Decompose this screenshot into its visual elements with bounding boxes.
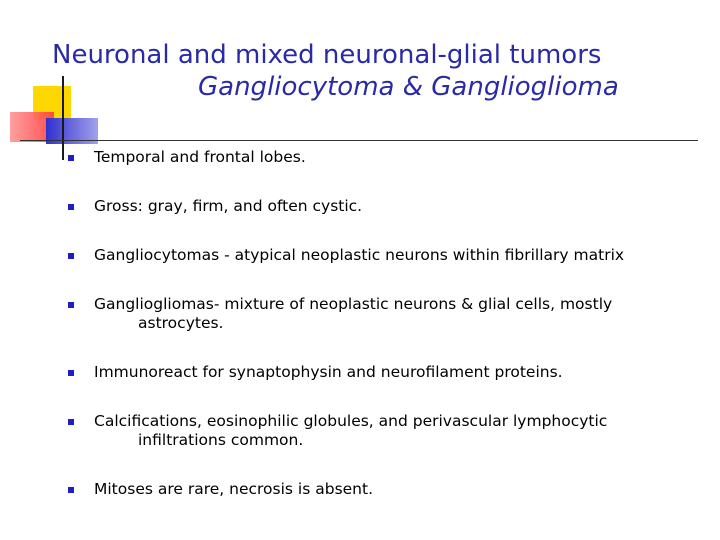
bullet-item: [64, 480, 704, 499]
bullet-item: [64, 363, 704, 382]
bullet-item: [64, 295, 704, 333]
slide-title: [52, 39, 702, 103]
bullet-text: Gross: gray, firm, and often cystic.: [94, 197, 363, 215]
bullet-text: Gangliogliomas- mixture of neoplastic neurons & glial cells, mostly: [94, 295, 613, 313]
bullet-square-icon: [68, 253, 74, 259]
bullet-text: Calcifications, eosinophilic globules, and perivascular lymphocytic: [94, 412, 608, 430]
bullet-square-icon: [68, 155, 74, 161]
bullet-square-icon: [68, 204, 74, 210]
bullet-text: Gangliocytomas - atypical neoplastic neurons within fibrillary matrix: [94, 246, 625, 264]
bullet-text: Mitoses are rare, necrosis is absent.: [94, 480, 374, 498]
bullet-text: Immunoreact for synaptophysin and neurofilament proteins.: [94, 363, 563, 381]
bullet-item: [64, 246, 704, 265]
bullet-item: [64, 197, 704, 216]
bullet-continuation: astrocytes.: [138, 314, 224, 332]
bullet-continuation: infiltrations common.: [138, 431, 304, 449]
bullet-text: Temporal and frontal lobes.: [94, 148, 306, 166]
bullet-square-icon: [68, 419, 74, 425]
bullet-square-icon: [68, 302, 74, 308]
bullet-square-icon: [68, 487, 74, 493]
bullet-square-icon: [68, 370, 74, 376]
title-line-2: Gangliocytoma & Ganglioglioma: [198, 72, 619, 102]
bullet-item: [64, 412, 704, 450]
title-divider: [20, 140, 698, 141]
bullet-list: [64, 148, 704, 529]
bullet-item: [64, 148, 704, 167]
title-line-1: Neuronal and mixed neuronal-glial tumors: [52, 40, 602, 70]
